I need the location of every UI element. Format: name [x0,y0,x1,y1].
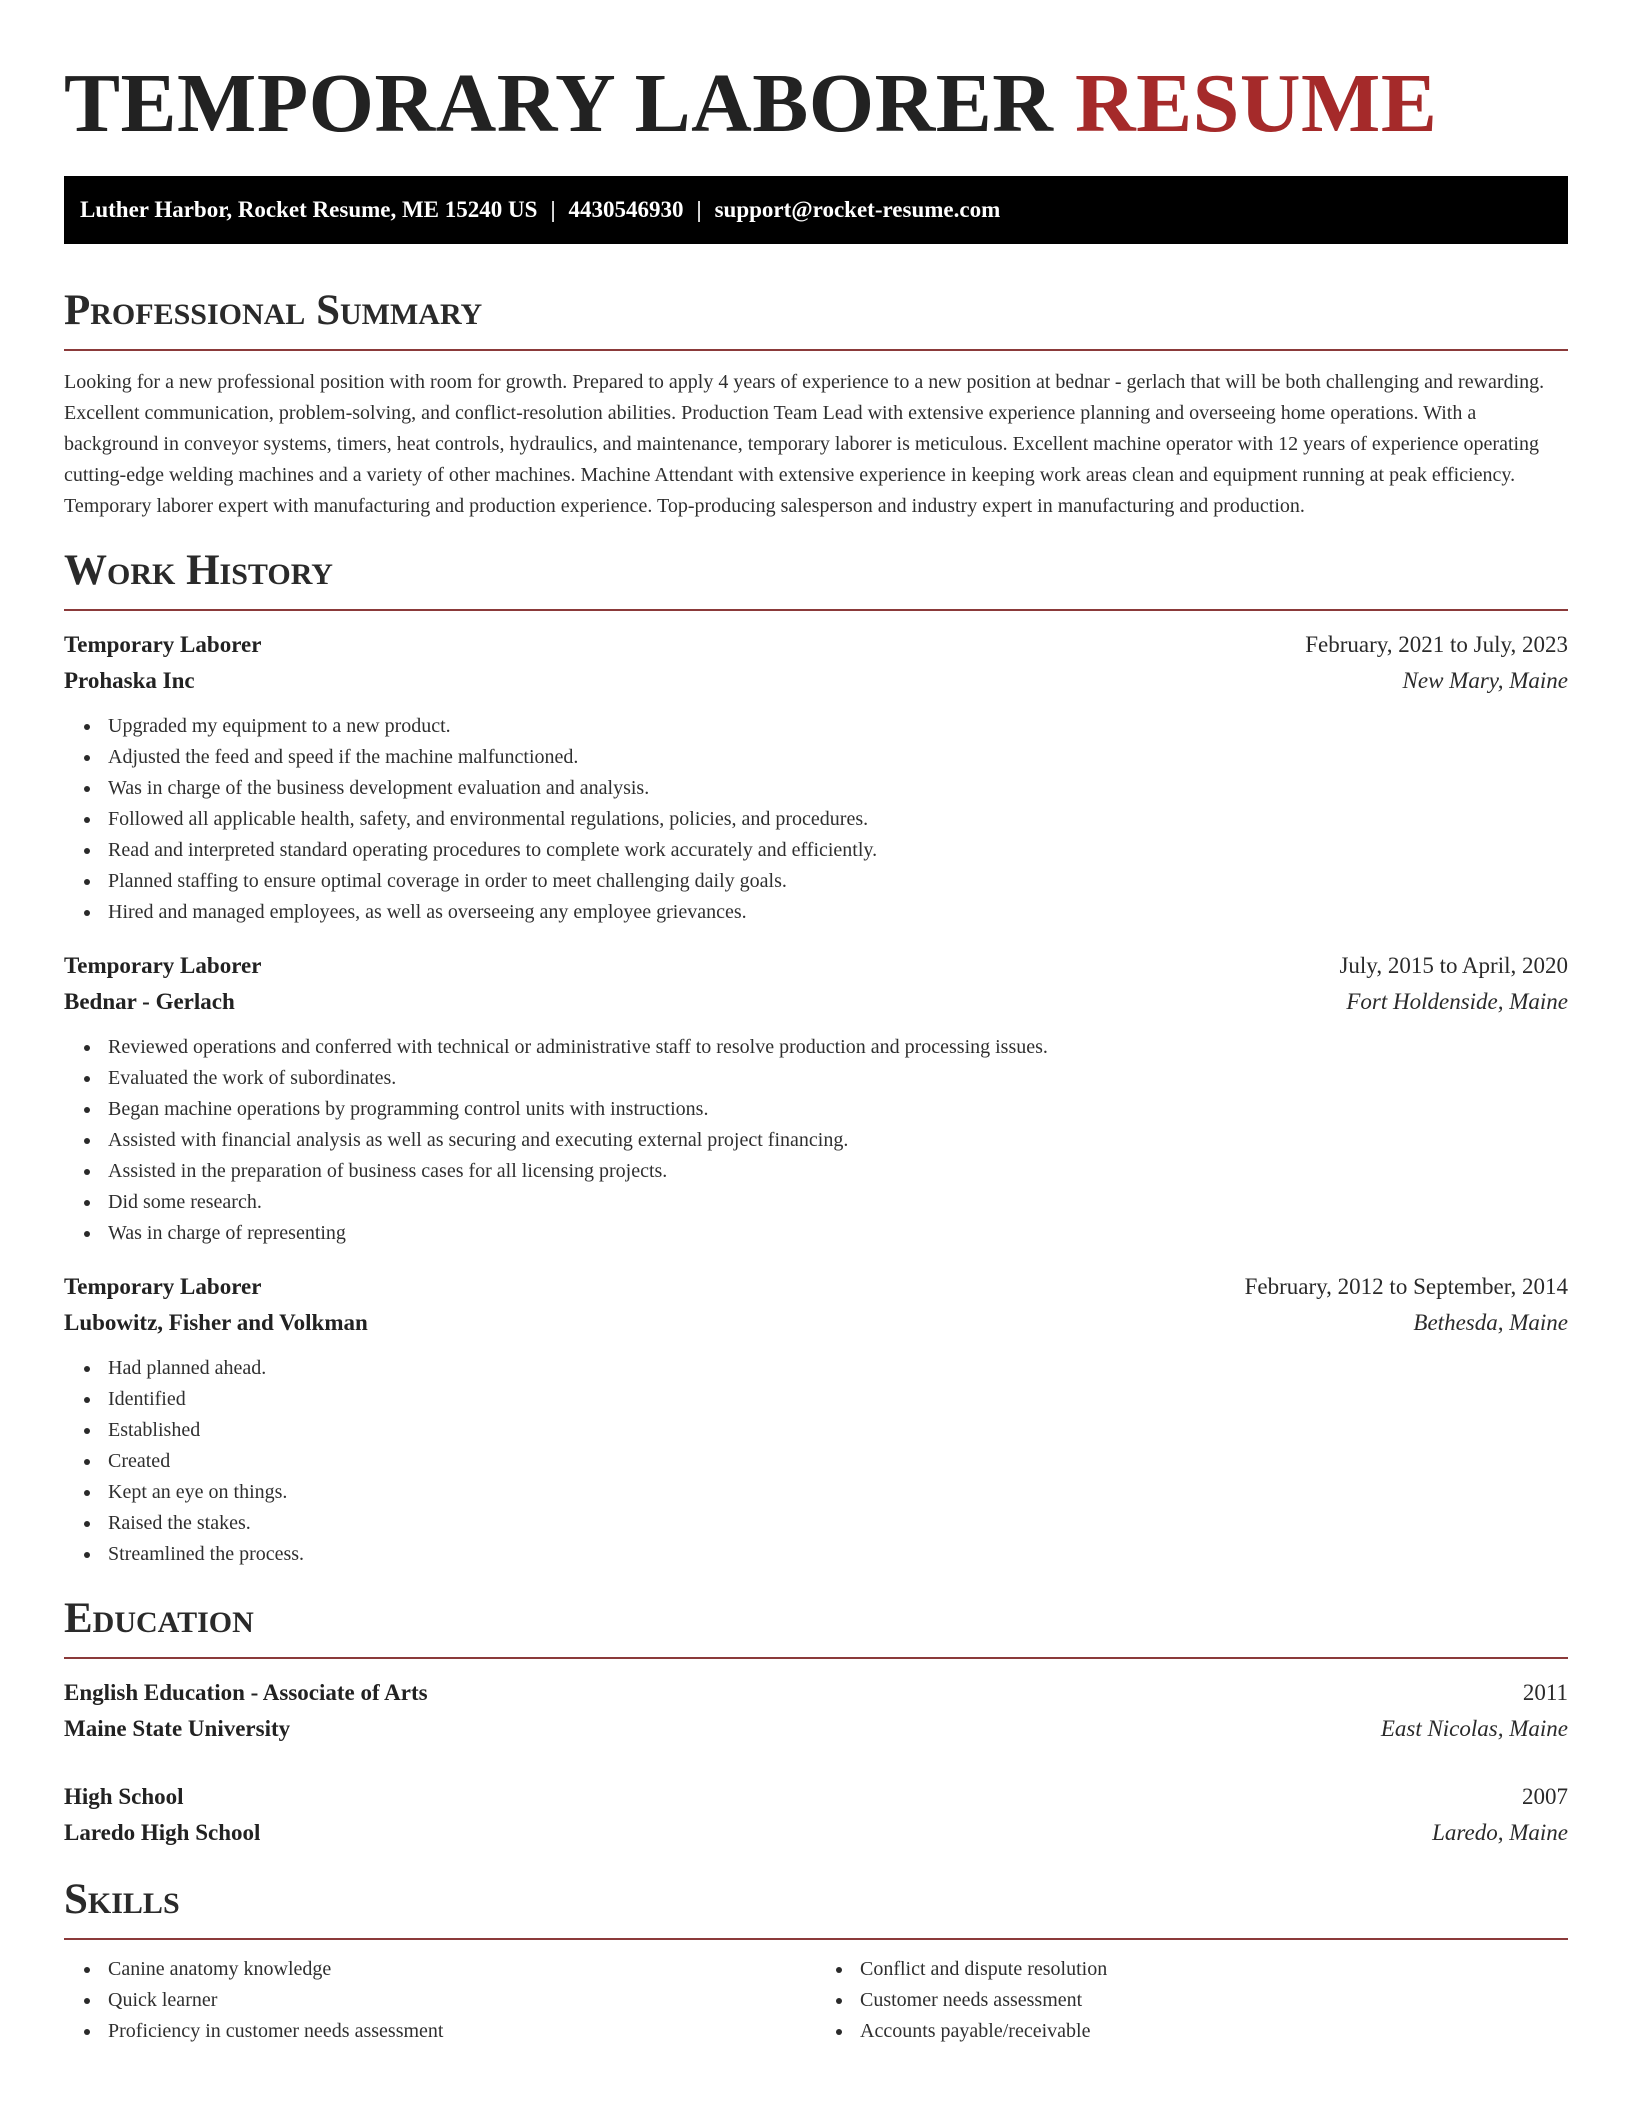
job-duty-item: Did some research. [108,1187,1568,1218]
job-company: Lubowitz, Fisher and Volkman [64,1310,368,1335]
jobs-list [64,627,1568,1570]
job-duty-item: Followed all applicable health, safety, and environmental regulations, policies, and procedures. [108,804,1568,835]
resume-content [64,0,1568,2047]
education-degree-row [64,1779,1568,1815]
title-accent: RESUME [1074,57,1438,150]
job-location: New Mary, Maine [1402,668,1568,693]
job-duty-item: Kept an eye on things. [108,1477,1568,1508]
education-location: East Nicolas, Maine [1380,1716,1568,1741]
job-entry [64,948,1568,1249]
job-header-row [64,627,1568,663]
work-history-section [64,546,1568,1570]
job-duty-item: Assisted in the preparation of business cases for all licensing projects. [108,1156,1568,1187]
education-location: Laredo, Maine [1432,1820,1568,1845]
education-school-row [64,1815,1568,1851]
title-main: TEMPORARY LABORER [64,57,1054,150]
job-title: Temporary Laborer [64,632,262,657]
education-list [64,1675,1568,1851]
contact-bar [64,176,1568,244]
education-entry [64,1779,1568,1851]
summary-heading: Professional Summary [64,286,1568,351]
job-duty-item: Raised the stakes. [108,1508,1568,1539]
job-duties-list [64,1032,1568,1249]
job-title: Temporary Laborer [64,1274,262,1299]
education-school-row [64,1711,1568,1747]
skills-section [64,1875,1568,2047]
skills-list-left [64,1954,816,2047]
education-entry [64,1675,1568,1747]
skill-item: Proficiency in customer needs assessment [108,2016,816,2047]
job-duty-item: Had planned ahead. [108,1353,1568,1384]
skill-item: Canine anatomy knowledge [108,1954,816,1985]
job-duties-list [64,711,1568,928]
education-degree: English Education - Associate of Arts [64,1680,428,1705]
education-degree-row [64,1675,1568,1711]
summary-text: Looking for a new professional position with room for growth. Prepared to apply 4 years of experience to a new position at bednar - gerlach that will be both challenging and rewarding. Excellent communication, problem-solving, and conflict-resolution abilities. Production Team Lead with extensive experience planning and overseeing home operations. With a background in conveyor systems, timers, heat controls, hydraulics, and maintenance, temporary laborer is meticulous. Excellent machine operator with 12 years of experience operating cutting-edge welding machines and a variety of other machines. Machine Attendant with extensive experience in keeping work areas clean and equipment running at peak efficiency. Temporary laborer expert with manufacturing and production experience. Top-producing salesperson and industry expert in manufacturing and production. [64,371,1545,517]
contact-separator: | [696,197,702,222]
work-history-heading: Work History [64,546,1568,611]
job-location: Bethesda, Maine [1413,1310,1568,1335]
education-year: 2007 [1522,1784,1568,1809]
job-duty-item: Evaluated the work of subordinates. [108,1063,1568,1094]
page-title [64,0,1568,152]
job-company: Bednar - Gerlach [64,989,235,1014]
job-dates: February, 2012 to September, 2014 [1244,1274,1568,1299]
job-duty-item: Identified [108,1384,1568,1415]
job-header-row [64,1269,1568,1305]
skills-list-right [816,1954,1568,2047]
job-company-row [64,984,1568,1020]
job-duty-item: Created [108,1446,1568,1477]
job-duty-item: Began machine operations by programming control units with instructions. [108,1094,1568,1125]
skill-item: Accounts payable/receivable [860,2016,1568,2047]
job-duty-item: Planned staffing to ensure optimal coverage in order to meet challenging daily goals. [108,866,1568,897]
education-degree: High School [64,1784,184,1809]
job-dates: July, 2015 to April, 2020 [1339,953,1568,978]
education-heading: Education [64,1594,1568,1659]
job-duty-item: Reviewed operations and conferred with technical or administrative staff to resolve production and processing issues. [108,1032,1568,1063]
education-section [64,1594,1568,1851]
job-company: Prohaska Inc [64,668,195,693]
job-dates: February, 2021 to July, 2023 [1305,632,1568,657]
job-duty-item: Was in charge of the business development evaluation and analysis. [108,773,1568,804]
education-school: Maine State University [64,1716,291,1741]
contact-phone: 4430546930 [568,197,684,222]
summary-section [64,286,1568,522]
job-duty-item: Assisted with financial analysis as well as securing and executing external project financing. [108,1125,1568,1156]
skill-item: Customer needs assessment [860,1985,1568,2016]
job-duty-item: Was in charge of representing [108,1218,1568,1249]
job-entry [64,1269,1568,1570]
contact-email: support@rocket-resume.com [714,197,1001,222]
job-duty-item: Hired and managed employees, as well as overseeing any employee grievances. [108,897,1568,928]
job-duty-item: Streamlined the process. [108,1539,1568,1570]
education-school: Laredo High School [64,1820,261,1845]
contact-address: Luther Harbor, Rocket Resume, ME 15240 US [80,197,538,222]
job-duties-list [64,1353,1568,1570]
job-header-row [64,948,1568,984]
skill-item: Quick learner [108,1985,816,2016]
job-company-row [64,663,1568,699]
job-location: Fort Holdenside, Maine [1346,989,1568,1014]
contact-separator: | [550,197,556,222]
job-duty-item: Upgraded my equipment to a new product. [108,711,1568,742]
skills-heading: Skills [64,1875,1568,1940]
job-entry [64,627,1568,928]
education-year: 2011 [1522,1680,1568,1705]
job-duty-item: Established [108,1415,1568,1446]
skills-columns [64,1954,1568,2047]
skill-item: Conflict and dispute resolution [860,1954,1568,1985]
job-title: Temporary Laborer [64,953,262,978]
job-duty-item: Read and interpreted standard operating procedures to complete work accurately and efficiently. [108,835,1568,866]
job-duty-item: Adjusted the feed and speed if the machine malfunctioned. [108,742,1568,773]
job-company-row [64,1305,1568,1341]
